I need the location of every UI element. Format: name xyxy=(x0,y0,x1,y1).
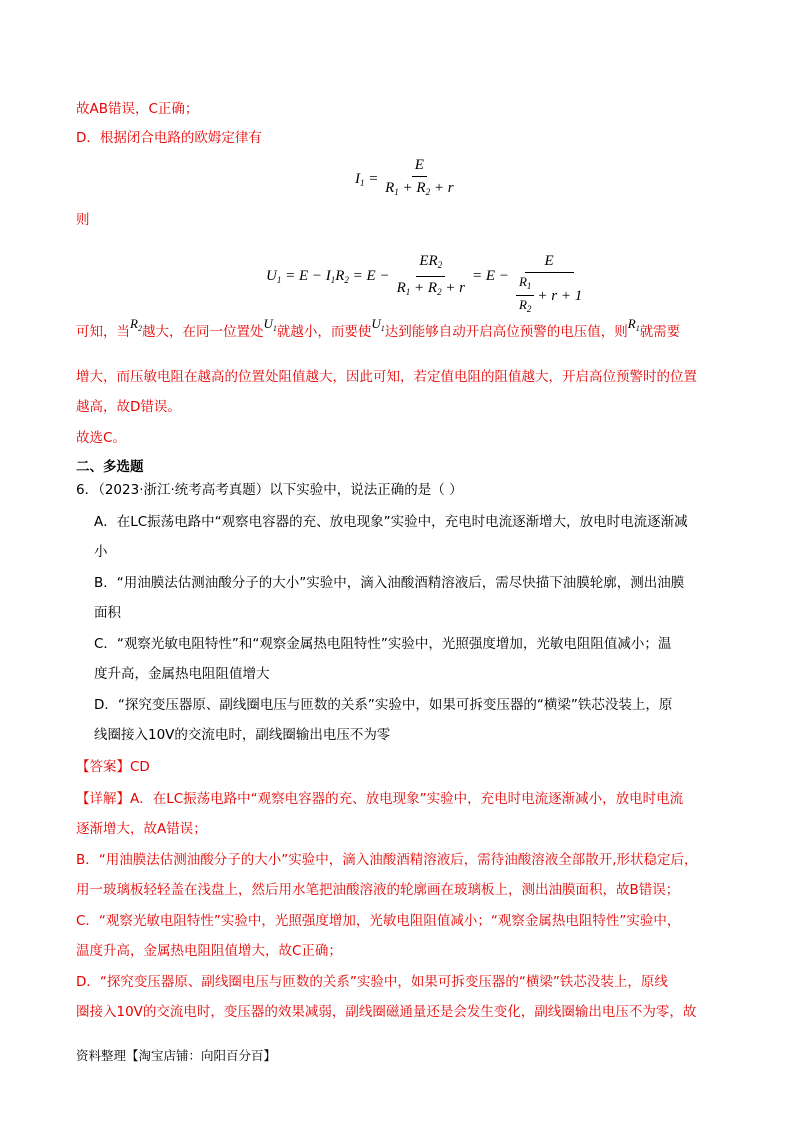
equation-current: $I_1$ = $\frac{E}{R_1 + R_2 + r}$ xyxy=(355,157,454,197)
text-line: 增大，而压敏电阻在越高的位置处阻值越大，因此可知，若定值电阻的阻值越大，开启高位预警时的位置 xyxy=(76,369,697,385)
detail-line: B．“用油膜法估测油酸分子的大小”实验中，滴入油酸酒精溶液后，需待油酸溶液全部散开,形状稳定后， xyxy=(76,852,698,868)
question-stem: 6．（2023·浙江·统考高考真题）以下实验中，说法正确的是（ ） xyxy=(76,482,463,498)
equation-voltage: $U_1 = E - I_1R_2 = E$ − $\frac{ER_2}{R_1 + R_2 + r}$ = E − E $\frac{R_1}{R_2}$ + r + 1 xyxy=(266,252,583,314)
option-d: 线圈接入10V的交流电时，副线圈输出电压不为零 xyxy=(94,727,391,743)
detail-line: 【详解】A．在LC振荡电路中“观察电容器的充、放电现象”实验中，充电时电流逐渐减小，放电时电流 xyxy=(76,791,684,807)
option-b: B．“用油膜法估测油酸分子的大小”实验中，滴入油酸酒精溶液后，需尽快描下油膜轮廓，测出油膜 xyxy=(94,575,685,591)
option-b: 面积 xyxy=(94,605,121,621)
var-u1: $U_1$ xyxy=(371,316,385,333)
option-a: A．在LC振荡电路中“观察电容器的充、放电现象”实验中，充电时电流逐渐增大，放电时电流逐渐减 xyxy=(94,514,688,530)
var-u1: $U_1$ xyxy=(263,316,277,333)
section-title: 二、多选题 xyxy=(76,459,144,475)
detail-line: 用一玻璃板轻轻盖在浅盘上，然后用水笔把油酸溶液的轮廓画在玻璃板上，测出油膜面积，故B错误； xyxy=(76,882,680,898)
detail-line: C．“观察光敏电阻特性”实验中，光照强度增加，光敏电阻阻值减小；“观察金属热电阻特性”实验中， xyxy=(76,913,681,929)
text-line: 故AB错误，C正确； xyxy=(76,101,199,117)
footer-text: 资料整理【淘宝店铺：向阳百分百】 xyxy=(76,1048,277,1063)
text-line: 则 xyxy=(76,212,90,228)
detail-line: 圈接入10V的交流电时，变压器的效果减弱，副线圈磁通量还是会发生变化，副线圈输出电压不为零，故 xyxy=(76,1004,697,1020)
text-line: 故选C。 xyxy=(76,430,126,446)
var-r2: $R_2$ xyxy=(130,316,142,333)
text-line: 可知，当$R_2$越大，在同一位置处$U_1$就越小，而要使$U_1$达到能够自动开启高位预警的电压值，则$R_1$就需要 xyxy=(76,316,681,340)
option-d: D．“探究变压器原、副线圈电压与匝数的关系”实验中，如果可拆变压器的“横梁”铁芯没装上，原 xyxy=(94,697,673,713)
text-line: 越高，故D错误。 xyxy=(76,399,181,415)
var-r1: $R_1$ xyxy=(627,316,640,333)
option-c: 度升高，金属热电阻阻值增大 xyxy=(94,666,270,682)
answer-label: 【答案】CD xyxy=(76,759,150,775)
text-line: D．根据闭合电路的欧姆定律有 xyxy=(76,130,262,146)
option-a: 小 xyxy=(94,544,108,560)
detail-line: 温度升高，金属热电阻阻值增大，故C正确； xyxy=(76,943,342,959)
detail-line: 逐渐增大，故A错误； xyxy=(76,821,207,837)
detail-line: D．“探究变压器原、副线圈电压与匝数的关系”实验中，如果可拆变压器的“横梁”铁芯没装上，原线 xyxy=(76,974,668,990)
option-c: C．“观察光敏电阻特性”和“观察金属热电阻特性”实验中，光照强度增加，光敏电阻阻值减小；温 xyxy=(94,636,672,652)
